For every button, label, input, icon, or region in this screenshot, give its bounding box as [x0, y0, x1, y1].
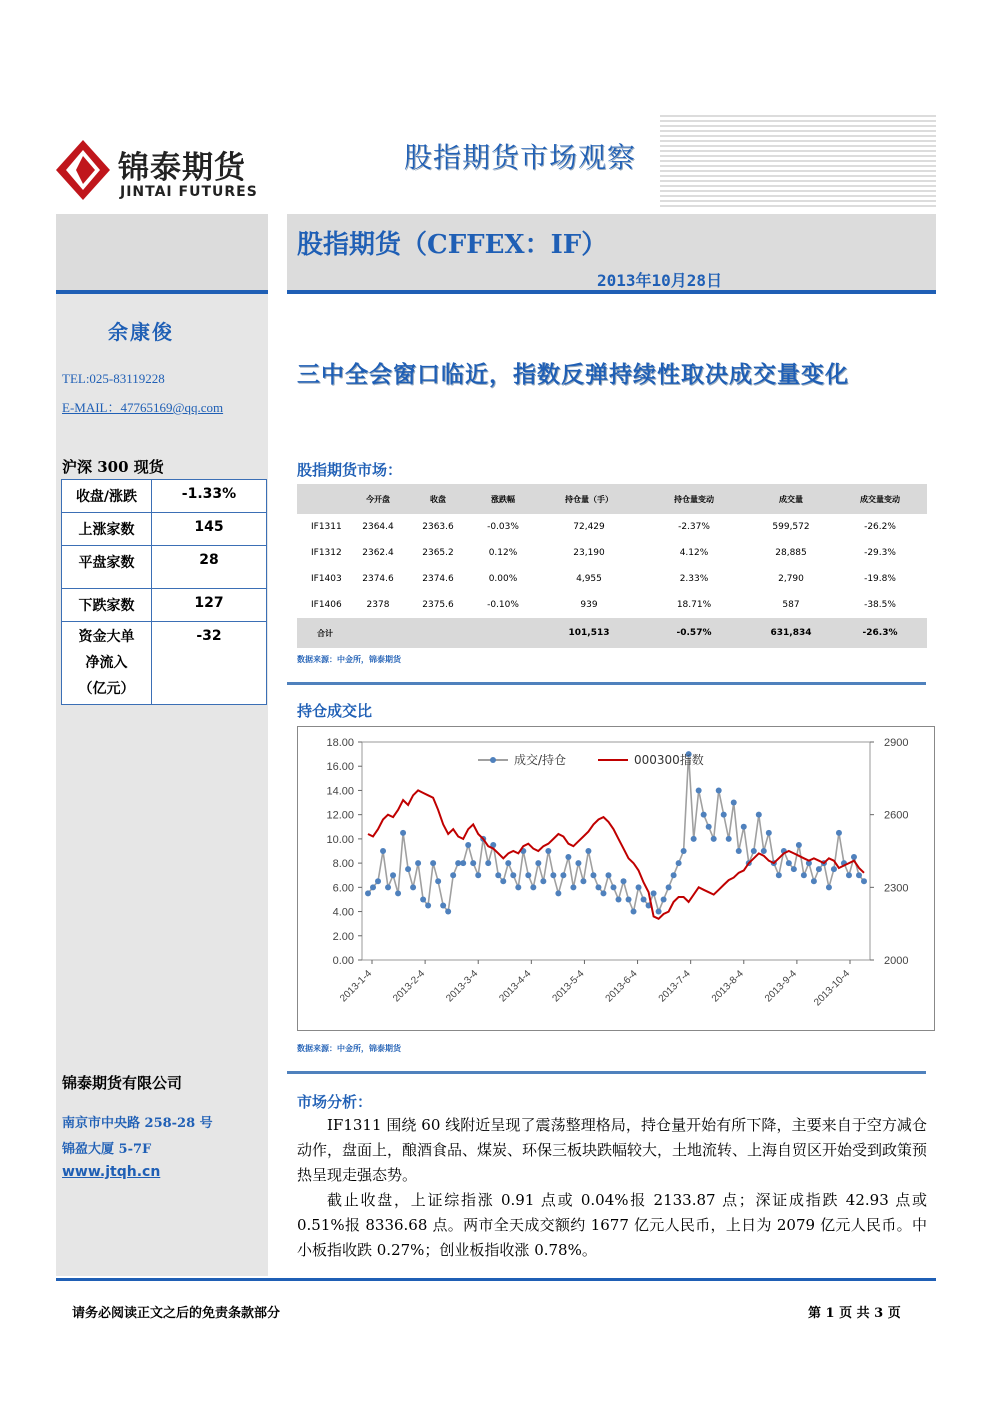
x-tick-label: 2013-8-4 — [709, 968, 746, 1005]
hs300-title: 沪深 300 现货 — [62, 458, 164, 476]
table-cell: 631,834 — [770, 628, 812, 638]
series-point — [656, 909, 662, 915]
series-point — [716, 787, 722, 793]
section-divider — [287, 1071, 926, 1074]
series-point — [701, 812, 707, 818]
series-point — [766, 830, 772, 836]
series-point — [641, 896, 647, 902]
series-point — [485, 860, 491, 866]
y-right-tick-label: 2600 — [884, 809, 909, 822]
page-number: 第 1 页 共 3 页 — [808, 1306, 901, 1321]
table-cell: 2374.6 — [422, 574, 454, 584]
logo-text-en: JINTAI FUTURES — [120, 184, 258, 200]
table-cell: 2375.6 — [422, 600, 454, 610]
analyst-name: 余康俊 — [108, 320, 174, 344]
table-row — [62, 589, 267, 622]
series-point — [510, 872, 516, 878]
company-address-line2: 锦盈大厦 5-7F — [62, 1142, 152, 1157]
table-row — [62, 546, 267, 589]
x-tick-label: 2013-10-4 — [812, 968, 853, 1009]
y-left-tick-label: 18.00 — [326, 737, 354, 749]
table-total-row — [297, 618, 927, 648]
series-point — [801, 872, 807, 878]
series-point — [736, 848, 742, 854]
report-subtitle: 股指期货（CFFEX：IF） — [297, 230, 608, 260]
analysis-paragraph: IF1311 围绕 60 线附近呈现了震荡整理格局，持仓量开始有所下降，主要来自于空方减仓动作，盘面上，酿酒食品、煤炭、环保三板块跌幅较大，土地流转、上海自贸区开始受到政策预热呈现走强态势。 — [297, 1116, 928, 1184]
series-point — [711, 836, 717, 842]
section-divider — [287, 682, 926, 685]
table-row — [297, 540, 927, 566]
table-cell: 587 — [782, 600, 800, 610]
analysis-paragraph: 截止收盘，上证综指涨 0.91 点或 0.04%报 2133.87 点；深证成指跌 42.93 点或 0.51%报 8336.68 点。两市全天成交额约 1677 亿元人民币，上日为 2079 亿元人民币。中小板指收跌 0.27%；创业板指收涨 0.78%。 — [297, 1191, 927, 1259]
legend-marker — [490, 757, 496, 763]
series-point — [831, 866, 837, 872]
series-point — [631, 909, 637, 915]
table-cell: 2374.6 — [362, 574, 394, 584]
column-header: 收盘 — [430, 494, 446, 504]
series-point — [390, 872, 396, 878]
column-header: 持仓量（手） — [565, 494, 613, 504]
series-point — [600, 890, 606, 896]
plot-area — [362, 742, 870, 960]
series-point — [585, 848, 591, 854]
x-tick-label: 2013-5-4 — [550, 968, 587, 1005]
company-logo — [56, 140, 276, 206]
series-point — [570, 884, 576, 890]
series-point — [826, 884, 832, 890]
column-header: 涨跌幅 — [491, 494, 515, 504]
series-point — [450, 872, 456, 878]
hs300-label: 收盘/涨跌 — [62, 480, 152, 513]
series-point — [590, 872, 596, 878]
series-point — [470, 860, 476, 866]
series-point — [666, 884, 672, 890]
series-point — [846, 872, 852, 878]
series-point — [525, 872, 531, 878]
series-point — [796, 842, 802, 848]
series-point — [651, 890, 657, 896]
table-row — [297, 592, 927, 618]
series-point — [776, 872, 782, 878]
series-point — [440, 903, 446, 909]
table-cell: -19.8% — [864, 574, 896, 584]
series-point — [681, 848, 687, 854]
report-date: 2013年10月28日 — [597, 271, 723, 290]
series-point — [816, 866, 822, 872]
series-point — [465, 842, 471, 848]
series-point — [545, 848, 551, 854]
y-left-tick-label: 10.00 — [326, 833, 354, 846]
legend-label: 000300指数 — [634, 753, 704, 767]
headline: 三中全会窗口临近，指数反弹持续性取决成交量变化 — [297, 361, 849, 388]
series-point — [851, 854, 857, 860]
series-point — [460, 860, 466, 866]
company-website-link[interactable]: www.jtqh.cn — [62, 1164, 161, 1180]
table-cell: 28,885 — [775, 548, 807, 558]
series-point — [435, 878, 441, 884]
series-point — [515, 884, 521, 890]
x-tick-label: 2013-7-4 — [656, 968, 693, 1005]
series-point — [410, 884, 416, 890]
series-point — [380, 848, 386, 854]
table-cell: 2363.6 — [422, 522, 454, 532]
table-row — [62, 513, 267, 546]
hs300-label: 下跌家数 — [62, 589, 152, 622]
x-tick-label: 2013-6-4 — [603, 968, 640, 1005]
footer-divider — [56, 1278, 936, 1281]
table-cell: -0.57% — [676, 628, 712, 638]
table-cell: 2378 — [366, 600, 390, 610]
table-cell: 101,513 — [568, 628, 610, 638]
sidebar-header-band — [56, 214, 268, 294]
chart-section-title: 持仓成交比 — [297, 702, 373, 720]
series-point — [661, 896, 667, 902]
series-point — [671, 872, 677, 878]
table-cell: 2,790 — [778, 574, 804, 584]
x-tick-label: 2013-2-4 — [391, 968, 428, 1005]
series-point — [420, 896, 426, 902]
y-left-tick-label: 8.00 — [332, 858, 354, 871]
table-row — [62, 480, 267, 513]
series-point — [761, 848, 767, 854]
table-cell: IF1406 — [311, 600, 342, 610]
chart-canvas — [298, 727, 934, 1030]
header-stripes — [660, 115, 936, 210]
series-point — [385, 884, 391, 890]
series-point — [621, 878, 627, 884]
hs300-table — [61, 479, 267, 705]
table-cell: -0.10% — [487, 600, 519, 610]
table-cell: 合计 — [317, 628, 333, 638]
ratio-chart — [297, 726, 935, 1031]
table-cell: 2.33% — [679, 574, 709, 584]
series-point — [505, 860, 511, 866]
series-point — [500, 878, 506, 884]
series-point — [475, 872, 481, 878]
legend-label: 成交/持仓 — [514, 753, 567, 767]
table-cell: IF1311 — [311, 522, 342, 532]
logo-diamond-icon — [56, 140, 110, 200]
x-tick-label: 2013-3-4 — [444, 968, 481, 1005]
series-point — [415, 860, 421, 866]
series-point — [370, 884, 376, 890]
series-point — [856, 872, 862, 878]
hs300-value: -32 — [152, 622, 267, 705]
series-point — [861, 878, 867, 884]
series-point — [540, 878, 546, 884]
series-point — [430, 860, 436, 866]
logo-text-cn: 锦泰期货 — [118, 150, 246, 186]
series-point — [400, 830, 406, 836]
chart-source-note: 数据来源：中金所，锦泰期货 — [297, 1043, 401, 1053]
series-point — [791, 866, 797, 872]
y-left-tick-label: 2.00 — [332, 930, 354, 943]
table-cell: -26.2% — [864, 522, 896, 532]
table-source-note: 数据来源：中金所，锦泰期货 — [297, 654, 401, 664]
series-point — [535, 860, 541, 866]
table-cell: IF1403 — [311, 574, 342, 584]
table-cell: 4,955 — [576, 574, 602, 584]
table-cell: -29.3% — [864, 548, 896, 558]
series-point — [616, 896, 622, 902]
y-left-tick-label: 0.00 — [332, 955, 354, 967]
series-point — [741, 824, 747, 830]
table-cell: 23,190 — [573, 548, 605, 558]
futures-market-table — [297, 484, 927, 648]
series-point — [575, 860, 581, 866]
hs300-value: 145 — [152, 513, 267, 546]
table-cell: 2365.2 — [422, 548, 454, 558]
x-tick-label: 2013-9-4 — [762, 968, 800, 1005]
series-point — [726, 836, 732, 842]
series-point — [405, 866, 411, 872]
series-point — [706, 824, 712, 830]
series-point — [696, 787, 702, 793]
hs300-value: 28 — [152, 546, 267, 589]
series-point — [555, 890, 561, 896]
series-point — [756, 812, 762, 818]
series-point — [626, 896, 632, 902]
table-cell: 2362.4 — [362, 548, 394, 558]
hs300-value: -1.33% — [152, 480, 267, 513]
series-point — [731, 800, 737, 806]
company-name: 锦泰期货有限公司 — [62, 1074, 183, 1092]
series-point — [395, 890, 401, 896]
series-point — [425, 903, 431, 909]
series-point — [786, 860, 792, 866]
market-section-title: 股指期货市场： — [297, 461, 403, 479]
table-cell: IF1312 — [311, 548, 342, 558]
series-point — [751, 848, 757, 854]
series-point — [560, 872, 566, 878]
series-point — [565, 854, 571, 860]
series-point — [691, 836, 697, 842]
table-cell: -0.03% — [487, 522, 519, 532]
table-header-row — [297, 484, 927, 514]
analyst-email-link[interactable]: E-MAIL：47765169@qq.com — [62, 400, 224, 415]
hs300-label: 资金大单净流入（亿元） — [62, 622, 152, 705]
series-point — [636, 884, 642, 890]
table-cell: -38.5% — [864, 600, 896, 610]
series-point — [605, 872, 611, 878]
series-point — [365, 890, 371, 896]
table-cell: 18.71% — [676, 600, 712, 610]
series-point — [445, 909, 451, 915]
column-header — [297, 484, 347, 514]
x-tick-label: 2013-1-4 — [338, 968, 375, 1005]
y-right-tick-label: 2300 — [884, 882, 909, 895]
hs300-label: 平盘家数 — [62, 546, 152, 589]
series-point — [676, 860, 682, 866]
series-point — [721, 812, 727, 818]
series-point — [595, 884, 601, 890]
table-cell: 4.12% — [679, 548, 709, 558]
series-point — [811, 878, 817, 884]
table-cell: -2.37% — [678, 522, 710, 532]
hs300-label: 上涨家数 — [62, 513, 152, 546]
y-left-tick-label: 6.00 — [332, 882, 354, 895]
series-point — [610, 884, 616, 890]
column-header: 持仓量变动 — [674, 494, 714, 504]
analysis-section-title: 市场分析： — [297, 1093, 373, 1111]
table-cell: 0.12% — [488, 548, 518, 558]
series-point — [836, 830, 842, 836]
footer-disclaimer: 请务必阅读正文之后的免责条款部分 — [72, 1306, 281, 1321]
table-cell: 939 — [580, 600, 598, 610]
column-header: 成交量变动 — [860, 494, 900, 504]
y-left-tick-label: 14.00 — [326, 785, 354, 798]
y-left-tick-label: 12.00 — [326, 809, 354, 822]
table-cell — [347, 618, 409, 648]
series-point — [495, 872, 501, 878]
series-point — [550, 872, 556, 878]
table-cell: -26.3% — [862, 628, 898, 638]
table-cell: 599,572 — [772, 522, 810, 532]
company-address-line1: 南京市中央路 258-28 号 — [62, 1116, 213, 1131]
table-cell: 72,429 — [573, 522, 605, 532]
series-point — [580, 878, 586, 884]
x-tick-label: 2013-4-4 — [497, 968, 534, 1005]
table-row — [297, 514, 927, 540]
series-point — [375, 878, 381, 884]
y-left-tick-label: 16.00 — [326, 761, 354, 774]
table-cell: 2364.4 — [362, 522, 394, 532]
table-cell — [409, 618, 467, 648]
table-row — [297, 566, 927, 592]
y-left-tick-label: 4.00 — [332, 906, 354, 919]
y-right-tick-label: 2900 — [884, 737, 909, 749]
series-point — [530, 884, 536, 890]
hs300-value: 127 — [152, 589, 267, 622]
table-cell: 0.00% — [488, 574, 518, 584]
report-title: 股指期货市场观察 — [404, 141, 637, 174]
column-header: 成交量 — [779, 494, 803, 504]
y-right-tick-label: 2000 — [884, 955, 909, 967]
table-row — [62, 622, 267, 705]
table-cell — [467, 618, 539, 648]
analyst-tel: TEL:025-83119228 — [62, 371, 165, 386]
column-header: 今开盘 — [366, 494, 390, 504]
